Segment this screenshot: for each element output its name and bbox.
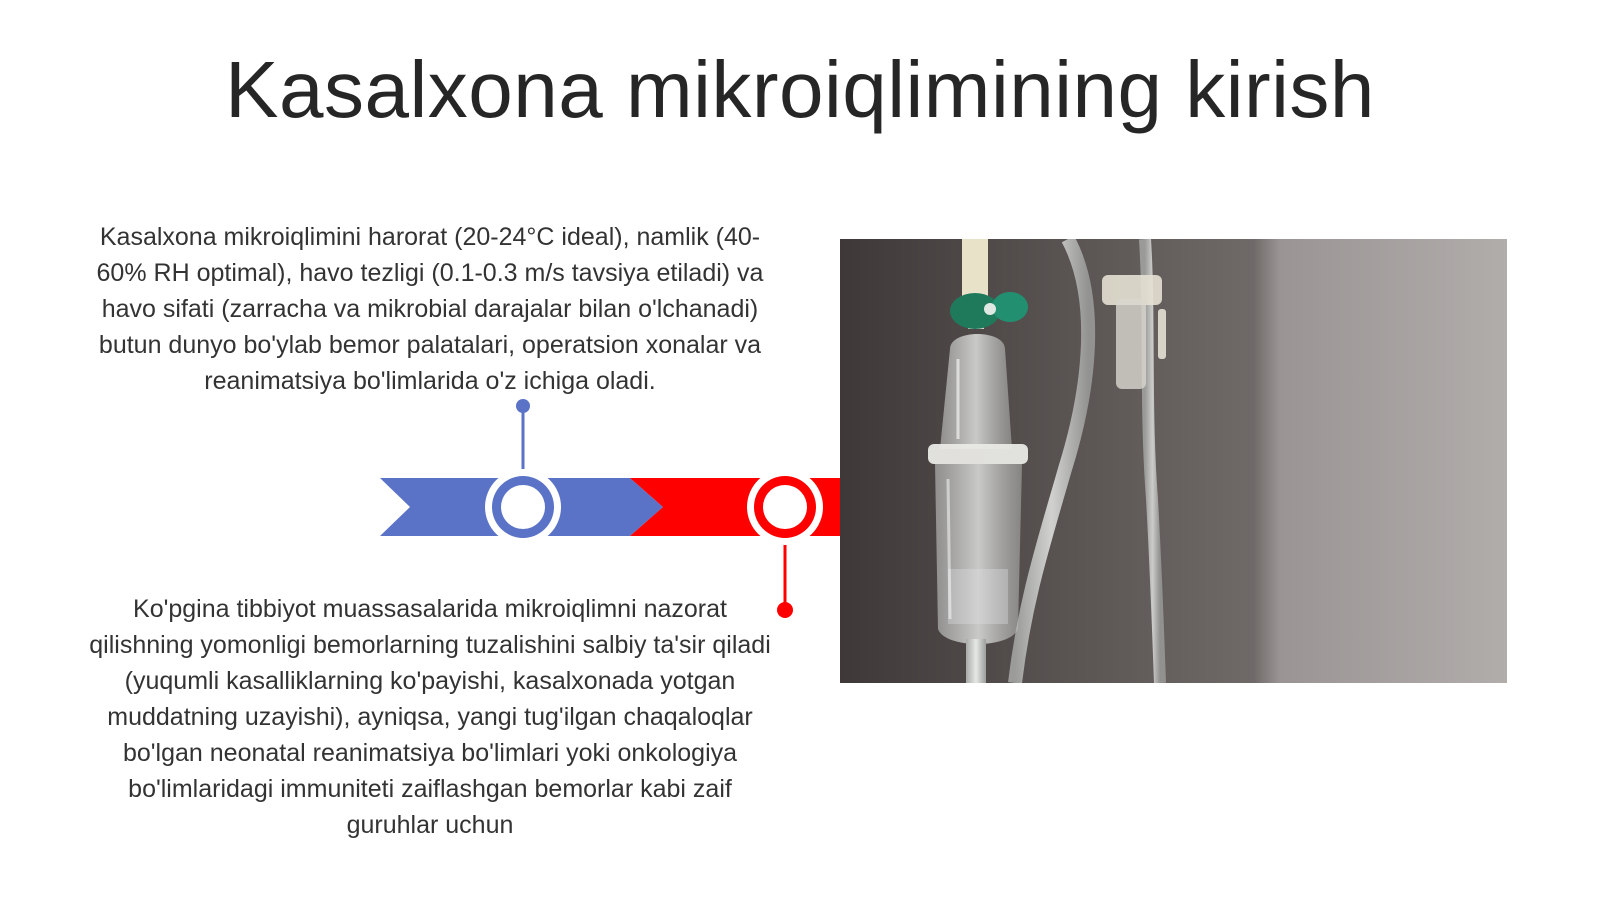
timeline-arrow-graphic <box>380 390 840 630</box>
iv-drip-photo <box>840 239 1507 683</box>
timeline-dot-1 <box>516 399 530 413</box>
timeline-text-1: Kasalxona mikroiqlimini harorat (20-24°C ideal), namlik (40-60% RH optimal), havo tezligi (0.1-0.3 m/s tavsiya etiladi) va havo sifati (zarracha va mikrobial darajalar bilan o'lchanadi) butun dunyo bo'ylab bemor palatalari, operatsion xonalar va reanimatsiya bo'limlarida o'z ichiga oladi. <box>96 223 764 395</box>
timeline-node-2-center <box>763 485 807 529</box>
timeline-text-2: Ko'pgina tibbiyot muassasalarida mikroiqlimni nazorat qilishning yomonligi bemorlarning tuzalishini salbiy ta'sir qiladi (yuqumli kasalliklarning ko'payishi, kasalxonada yotgan muddatning uzayishi), ayniqsa, yangi tug'ilgan chaqaloqlar bo'lgan neonatal reanimatsiya bo'limlari yoki onkologiya bo'limlaridagi immuniteti zaiflashgan bemorlar kabi zaif guruhlar uchun <box>89 595 771 839</box>
slide-title: Kasalxona mikroiqlimining kirish <box>225 45 1375 134</box>
timeline-dot-2 <box>777 602 793 618</box>
timeline-node-1-center <box>501 485 545 529</box>
